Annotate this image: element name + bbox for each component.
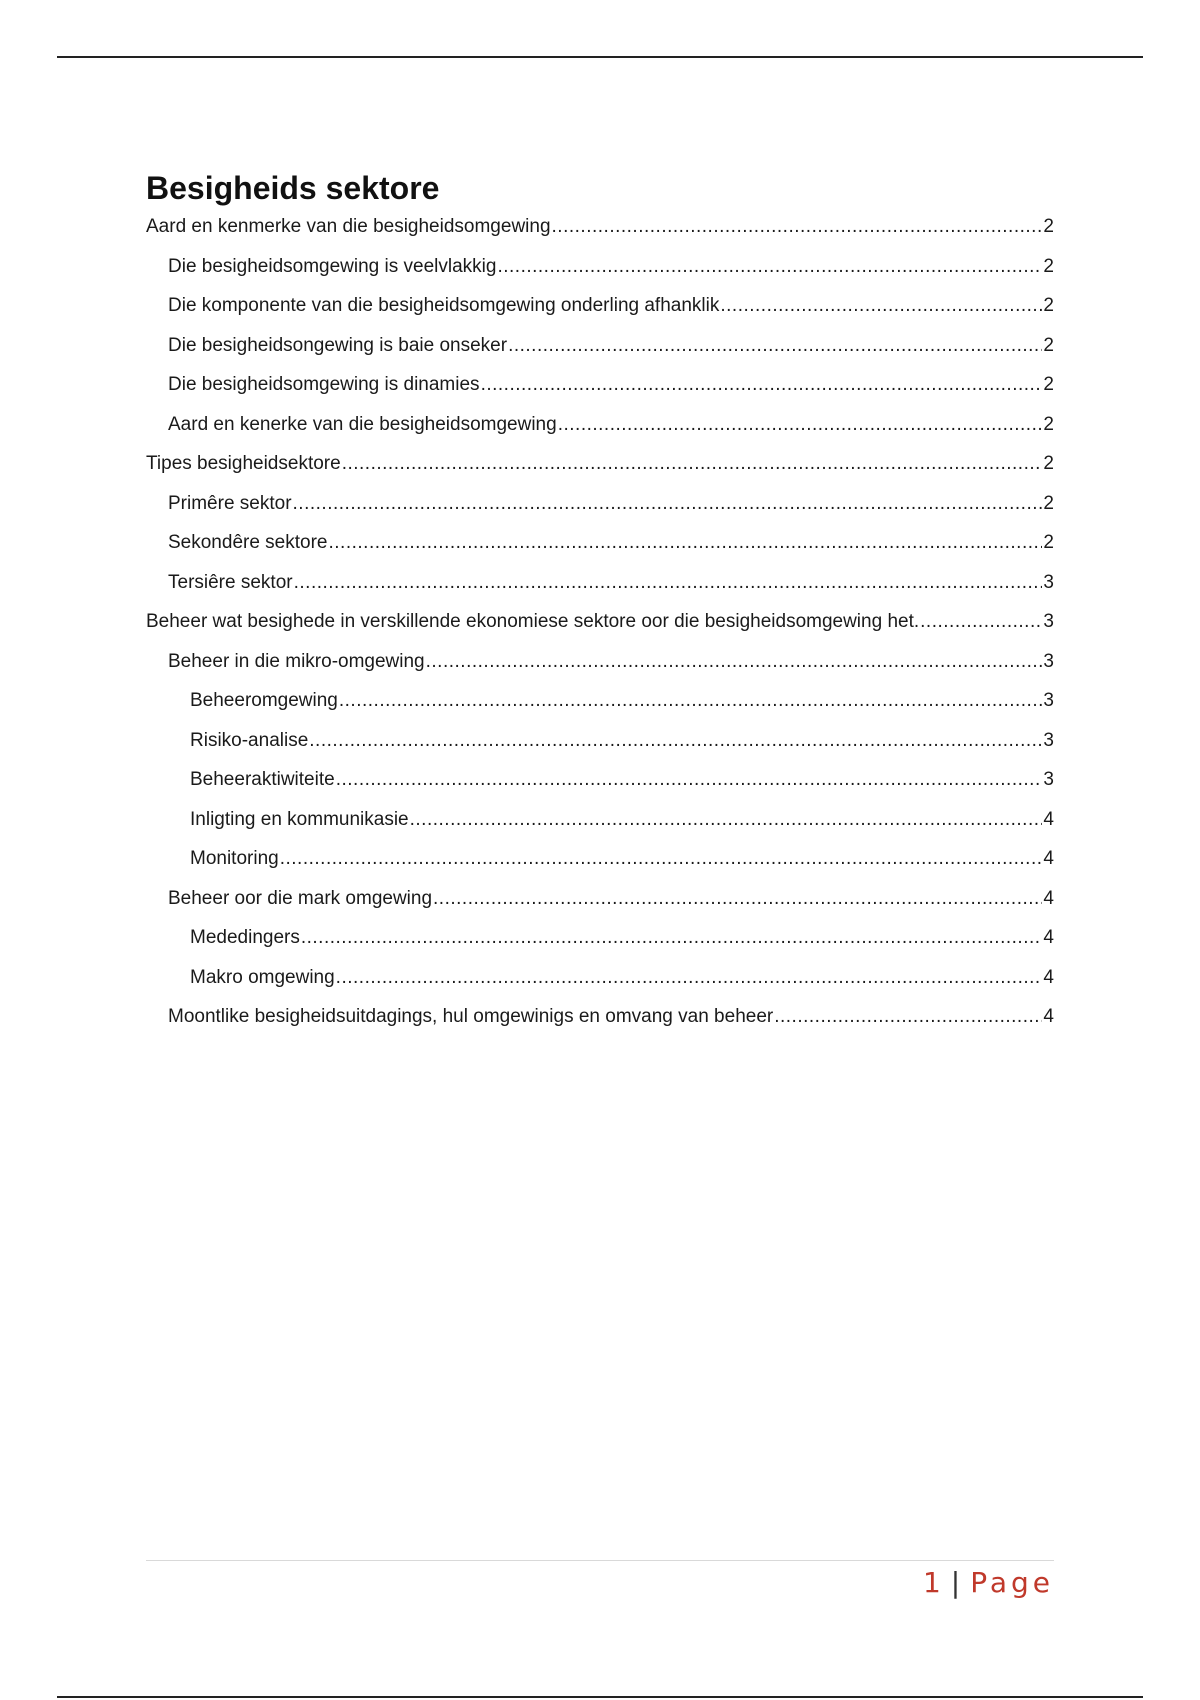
toc-entry-text: Moontlike besigheidsuitdagings, hul omgewinigs en omvang van beheer [168,1006,774,1027]
toc-entry[interactable] [146,848,1054,888]
toc-page-number: 4 [1043,927,1054,948]
toc-page-number: 3 [1043,769,1054,790]
toc-dot-leader [774,1006,1042,1028]
toc-entry-text: Die besigheidsomgewing is dinamies [168,374,480,395]
top-rule [57,56,1143,58]
page-number: 1 [922,1566,945,1599]
toc-entry-text: Die besigheidsomgewing is veelvlakkig [168,255,497,277]
toc-page-number: 2 [1043,532,1054,553]
toc-dot-leader [433,888,1042,910]
toc-entry-text: Makro omgewing [190,966,335,988]
toc-entry[interactable] [146,888,1054,928]
toc-entry-text: Mededingers [190,927,300,948]
toc-dot-leader [293,493,1043,515]
toc-dot-leader [481,374,1043,396]
toc-dot-leader [280,848,1043,870]
toc-entry-text: Inligting en kommunikasie [190,808,409,830]
toc-page-number: 2 [1043,492,1054,514]
bottom-rule [57,1696,1143,1698]
toc-entry[interactable] [146,453,1054,493]
toc-entry[interactable] [146,690,1054,730]
toc-entry-text: Primêre sektor [168,492,292,514]
toc-dot-leader [329,532,1043,554]
toc-entry[interactable] [146,967,1054,1007]
toc-entry[interactable] [146,532,1054,572]
toc-entry-text: Risiko-analise [190,729,309,751]
toc-dot-leader [497,256,1042,278]
toc-page-number: 2 [1043,334,1054,356]
toc-page-number: 2 [1043,374,1054,395]
toc-entry[interactable] [146,927,1054,967]
toc-entry[interactable] [146,256,1054,296]
toc-entry[interactable] [146,335,1054,375]
toc-dot-leader [336,769,1043,791]
toc-page-number: 4 [1043,966,1054,988]
toc-dot-leader [720,295,1042,317]
toc-page-number: 4 [1043,848,1054,869]
toc-dot-leader [301,927,1043,949]
page-footer [923,1566,1054,1599]
toc-dot-leader [552,216,1043,238]
toc-entry[interactable] [146,1006,1054,1046]
toc-dot-leader [342,453,1043,475]
toc-page-number: 2 [1043,413,1054,435]
toc-entry-text: Sekondêre sektore [168,532,328,553]
toc-entry-text: Tersiêre sektor [168,571,293,593]
toc-title: Besigheids sektore [146,170,440,206]
toc-page-number: 2 [1043,295,1054,316]
toc-entry[interactable] [146,493,1054,533]
toc-entry-text: Die komponente van die besigheidsomgewing onderling afhanklik [168,295,720,316]
toc-entry[interactable] [146,809,1054,849]
toc-page-number: 4 [1043,808,1054,830]
toc-dot-leader [426,651,1043,673]
document-body [146,168,1054,1046]
toc-entry-text: Beheeraktiwiteite [190,769,335,790]
table-of-contents [146,216,1054,1046]
toc-dot-leader [309,730,1042,752]
toc-entry-text: Beheeromgewing [190,690,338,711]
toc-dot-leader [508,335,1042,357]
page-label: Page [970,1566,1054,1599]
toc-entry-text: Beheer wat besighede in verskillende ekonomiese sektore oor die besigheidsomgewing het. [146,611,920,632]
toc-entry-text: Die besigheidsongewing is baie onseker [168,334,508,356]
toc-page-number: 4 [1043,1006,1054,1027]
toc-entry[interactable] [146,611,1054,651]
toc-entry[interactable] [146,374,1054,414]
toc-entry-text: Aard en kenmerke van die besigheidsomgewing [146,216,551,237]
toc-dot-leader [410,809,1043,831]
toc-entry[interactable] [146,769,1054,809]
toc-page-number: 2 [1043,216,1054,237]
toc-entry[interactable] [146,651,1054,691]
toc-entry[interactable] [146,730,1054,770]
toc-page-number: 3 [1043,690,1054,711]
toc-dot-leader [336,967,1043,989]
toc-page-number: 3 [1043,571,1054,593]
footer-rule [146,1560,1054,1561]
toc-page-number: 3 [1043,650,1054,672]
toc-entry[interactable] [146,216,1054,256]
footer-separator: | [950,1566,965,1599]
toc-entry-text: Beheer oor die mark omgewing [168,887,433,909]
toc-entry[interactable] [146,295,1054,335]
toc-entry-text: Beheer in die mikro-omgewing [168,650,425,672]
toc-page-number: 2 [1043,453,1054,474]
toc-page-number: 2 [1043,255,1054,277]
toc-page-number: 4 [1043,887,1054,909]
toc-page-number: 3 [1043,729,1054,751]
toc-dot-leader [558,414,1043,436]
toc-entry-text: Tipes besigheidsektore [146,453,341,474]
toc-dot-leader [294,572,1043,594]
toc-page-number: 3 [1043,611,1054,632]
toc-entry-text: Monitoring [190,848,279,869]
toc-entry-text: Aard en kenerke van die besigheidsomgewing [168,413,557,435]
toc-entry[interactable] [146,414,1054,454]
toc-dot-leader [339,690,1043,712]
toc-dot-leader [920,611,1042,633]
toc-entry[interactable] [146,572,1054,612]
